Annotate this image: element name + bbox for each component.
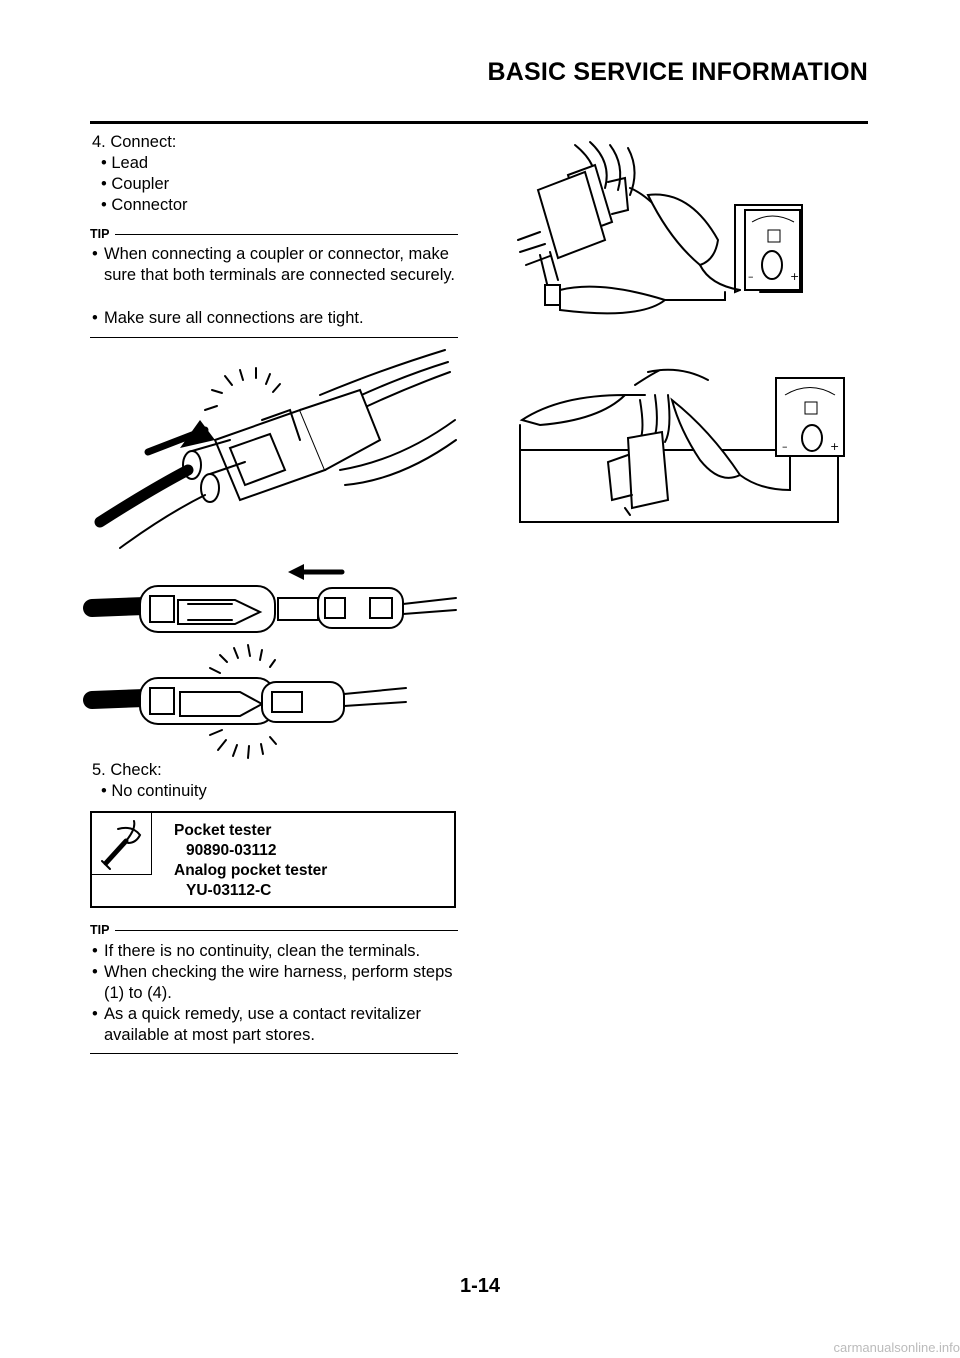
tip-2-header xyxy=(90,923,458,937)
tool-name-2: Analog pocket tester xyxy=(174,862,328,879)
tip-1-label: TIP xyxy=(90,227,110,241)
tip-1-item-2: • Make sure all connections are tight. xyxy=(92,309,364,327)
page-header-title: BASIC SERVICE INFORMATION xyxy=(487,58,868,86)
meter-2-minus-label: – xyxy=(782,440,788,453)
step-4-item-coupler: • Coupler xyxy=(101,175,170,193)
meter-1-plus-label: + xyxy=(790,270,800,283)
tip-2-label: TIP xyxy=(90,923,110,937)
meter-1-minus-label: – xyxy=(748,270,754,283)
step-4-item-connector: • Connector xyxy=(101,196,188,214)
tip-2-item-2: • When checking the wire harness, perform steps (1) to (4). xyxy=(92,963,453,1002)
step-5-title: 5. Check: xyxy=(92,761,162,779)
tip-2-item-3: • As a quick remedy, use a contact revitalizer available at most part stores. xyxy=(92,1005,421,1044)
tool-number-1: 90890-03112 xyxy=(186,842,277,859)
meter-2-plus-label: + xyxy=(830,440,840,453)
tip-2-item-1: • If there is no continuity, clean the terminals. xyxy=(92,942,421,960)
tip-2-end-rule xyxy=(90,1053,458,1054)
step-5-item-no-continuity: • No continuity xyxy=(101,782,207,800)
special-tool-box xyxy=(90,811,456,908)
page-number: 1-14 xyxy=(459,1275,501,1297)
tip-1-item-1: • When connecting a coupler or connector, make sure that both terminals are connected securely. xyxy=(92,245,455,284)
tester-probe-icon xyxy=(92,813,152,875)
tool-name-1: Pocket tester xyxy=(174,822,272,839)
step-4-item-lead: • Lead xyxy=(101,154,149,172)
step-4-title: 4. Connect: xyxy=(92,133,177,151)
watermark: carmanualsonline.info xyxy=(833,1340,960,1355)
tool-number-2: YU-03112-C xyxy=(186,882,272,899)
